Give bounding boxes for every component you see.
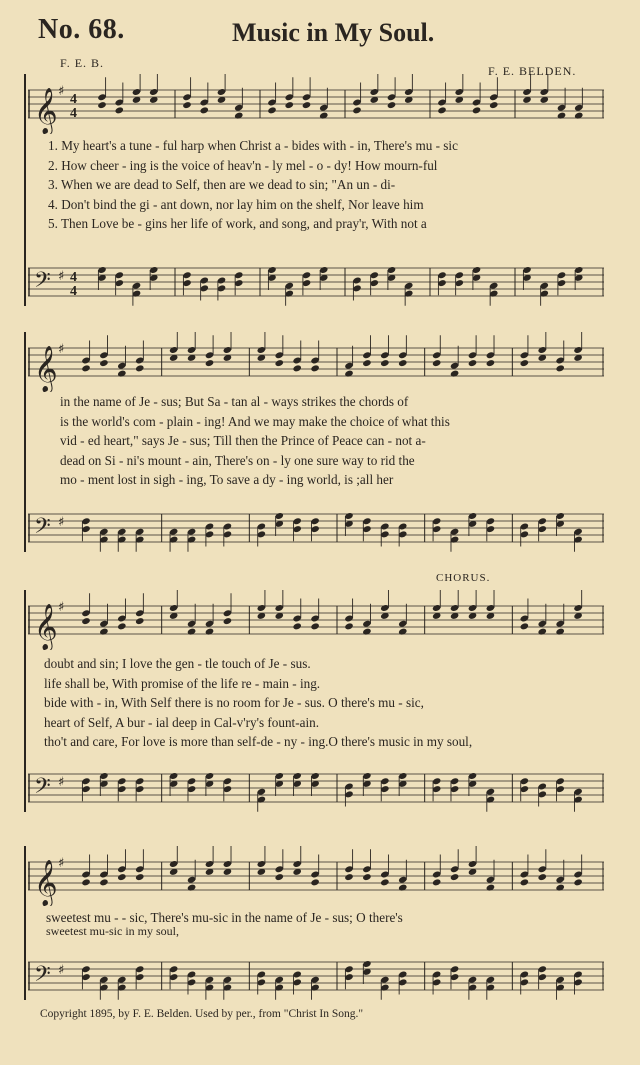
system-4-treble-staff xyxy=(28,846,604,906)
system-1-treble-staff xyxy=(28,74,604,134)
svg-text:𝄢: 𝄢 xyxy=(34,774,51,804)
svg-text:4: 4 xyxy=(70,270,77,285)
chorus-label: CHORUS. xyxy=(436,572,491,584)
system-3-lyrics xyxy=(44,654,472,752)
svg-text:♯: ♯ xyxy=(58,269,65,284)
hymn-title: Music in My Soul. xyxy=(232,18,435,47)
lyric-line: 5. Then Love be - gins her life of work, and song, and pray'r, With not a xyxy=(48,216,427,231)
svg-text:♯: ♯ xyxy=(58,515,65,530)
lyric-line: life shall be, With promise of the life re - main - ing. xyxy=(44,675,321,691)
system-4-bass-staff xyxy=(28,946,604,1006)
svg-text:♯: ♯ xyxy=(58,84,65,99)
lyric-line: doubt and sin; I love the gen - tle touch of Je - sus. xyxy=(44,656,311,671)
lyric-line: 1. My heart's a tune - ful harp when Christ a - bides with - in, There's mu - sic xyxy=(48,138,458,153)
system-1-lyrics xyxy=(48,136,458,234)
system-4-brace xyxy=(24,846,30,1000)
lyric-line: bide with - in, With Self there is no room for Je - sus. O there's mu - sic, xyxy=(44,695,424,710)
svg-text:𝄞: 𝄞 xyxy=(34,860,58,906)
svg-text:𝄢: 𝄢 xyxy=(34,962,51,992)
svg-text:𝄢: 𝄢 xyxy=(34,514,51,544)
system-4-lyrics xyxy=(46,908,403,941)
system-1-brace xyxy=(24,74,30,306)
lyric-line: is the world's com - plain - ing! And we may make the choice of what this xyxy=(60,413,450,429)
lyric-line: vid - ed heart," says Je - sus; Till then the Prince of Peace can - not a- xyxy=(60,433,426,448)
lyric-line: 2. How cheer - ing is the voice of heav'n - ly mel - o - dy! How mourn-ful xyxy=(48,157,438,173)
lyric-line: tho't and care, For love is more than self-de - ny - ing.O there's music in my soul, xyxy=(44,734,473,749)
system-3-treble-staff xyxy=(28,590,604,650)
lyric-line: 4. Don't bind the gi - ant down, nor lay him on the shelf, Nor leave him xyxy=(48,196,424,212)
lyric-line: 3. When we are dead to Self, then are we dead to sin; "An un - di- xyxy=(48,177,396,192)
copyright-notice: Copyright 1895, by F. E. Belden. Used by per., from "Christ In Song." xyxy=(40,1008,364,1020)
svg-text:𝄞: 𝄞 xyxy=(34,346,58,392)
svg-text:𝄞: 𝄞 xyxy=(34,604,58,650)
svg-text:♯: ♯ xyxy=(58,600,65,615)
system-2-lyrics xyxy=(60,392,450,490)
svg-text:𝄞: 𝄞 xyxy=(34,88,58,134)
lyric-line: dead on Si - ni's mount - ain, There's on - ly one sure way to rid the xyxy=(60,452,415,468)
svg-text:♯: ♯ xyxy=(58,775,65,790)
svg-text:4: 4 xyxy=(70,284,77,299)
lyric-line: sweetest mu-sic in my soul, xyxy=(46,923,179,938)
svg-text:♯: ♯ xyxy=(58,342,65,357)
system-1-bass-staff xyxy=(28,252,604,312)
system-3-brace xyxy=(24,590,30,812)
lyric-line: mo - ment lost in sigh - ing, To save a dy - ing world, is ;all her xyxy=(60,472,394,487)
lyric-line: sweetest mu - - sic, There's mu-sic in the name of Je - sus; O there's xyxy=(46,910,403,925)
words-credit: F. E. B. xyxy=(60,56,105,70)
system-2-treble-staff xyxy=(28,332,604,392)
svg-text:4: 4 xyxy=(70,92,77,107)
system-3-bass-staff xyxy=(28,758,604,818)
svg-text:♯: ♯ xyxy=(58,856,65,871)
lyric-line: in the name of Je - sus; But Sa - tan al - ways strikes the chords of xyxy=(60,394,409,409)
svg-text:♯: ♯ xyxy=(58,963,65,978)
lyric-line: heart of Self, A bur - ial deep in Cal-v'ry's fount-ain. xyxy=(44,714,320,730)
svg-text:𝄢: 𝄢 xyxy=(34,268,51,298)
music-credit: F. E. BELDEN. xyxy=(488,64,577,78)
svg-text:4: 4 xyxy=(70,106,77,121)
hymn-number: No. 68. xyxy=(38,14,125,45)
system-2-bass-staff xyxy=(28,498,604,558)
system-2-brace xyxy=(24,332,30,552)
